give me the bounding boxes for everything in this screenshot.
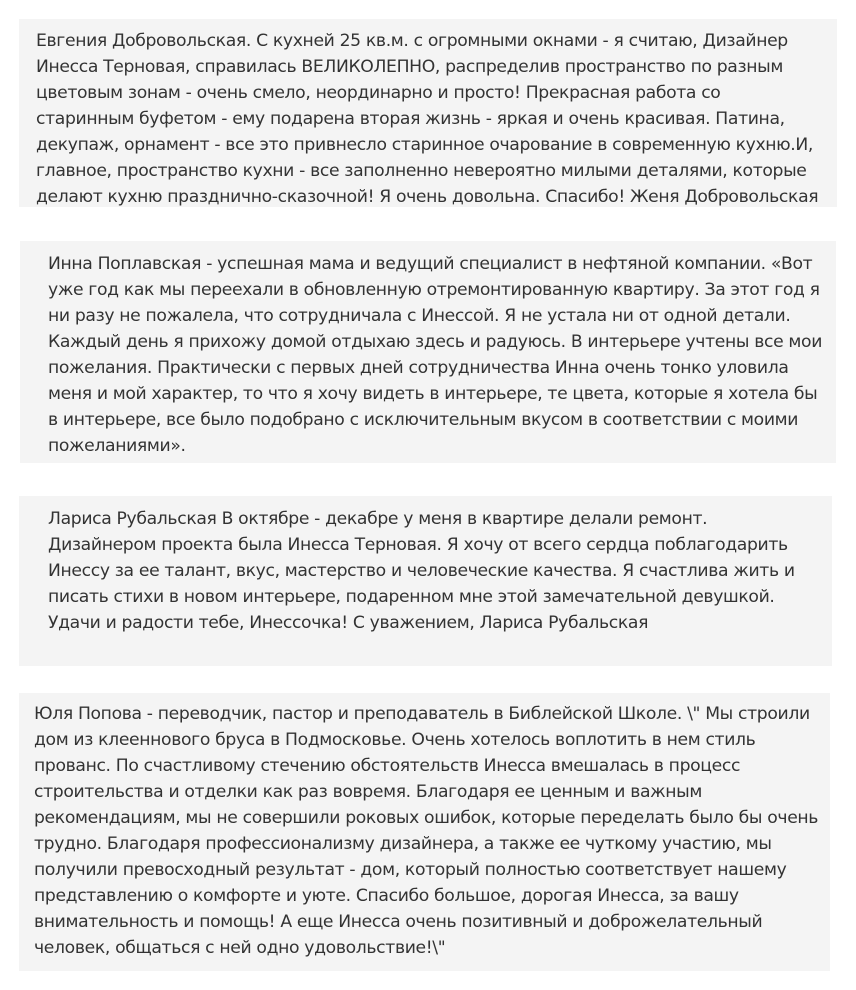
review-card xyxy=(20,241,836,463)
review-text: Инна Поплавская - успешная мама и ведущий специалист в нефтяной компании. «Вот уже год как мы переехали в обновленную отремонтированную квартиру. За этот год я ни разу не пожалела, что сотрудничала с Инессой. Я не устала ни от одной детали. Каждый день я прихожу домой отдыхаю здесь и радуюсь. В интерьере учтены все мои пожелания. Практически с первых дней сотрудничества Инна очень тонко уловила меня и мой характер, то что я хочу видеть в интерьере, те цвета, которые я хотела бы в интерьере, все было подобрано с исключительным вкусом в соответствии с моими пожеланиями». xyxy=(48,254,823,456)
review-text: Юля Попова - переводчик, пастор и преподаватель в Библейской Школе. \" Мы строили дом из клееннового бруса в Подмосковье. Очень хотелось воплотить в нем стиль прованс. По счастливому стечению обстоятельств Инесса вмешалась в процесс строительства и отделки как раз вовремя. Благодаря ее ценным и важным рекомендациям, мы не совершили роковых ошибок, которые переделать было бы очень трудно. Благодаря профессионализму дизайнера, а также ее чуткому участию, мы получили превосходный результат - дом, который полностью соответствует нашему представлению о комфорте и уюте. Спасибо большое, дорогая Инесса, за вашу внимательность и помощь! А еще Инесса очень позитивный и доброжелательный человек, общаться с ней одно удовольствие!\" xyxy=(34,704,819,958)
review-text: Евгения Добровольская. С кухней 25 кв.м. с огромными окнами - я считаю, Дизайнер Инесса Терновая, справилась ВЕЛИКОЛЕПНО, распределив пространство по разным цветовым зонам - очень смело, неординарно и просто! Прекрасная работа со старинным буфетом - ему подарена вторая жизнь - яркая и очень красивая. Патина, декупаж, орнамент - все это привнесло старинное очарование в современную кухню.И, главное, пространство кухни - все заполненно невероятно милыми деталями, которые делают кухню празднично-сказочной! Я очень довольна. Спасибо! Женя Добровольская xyxy=(36,31,819,207)
review-card xyxy=(19,693,830,971)
review-text: Лариса Рубальская В октябре - декабре у меня в квартире делали ремонт. Дизайнером проекта была Инесса Терновая. Я хочу от всего сердца поблагодарить Инессу за ее талант, вкус, мастерство и человеческие качества. Я счастлива жить и писать стихи в новом интерьере, подаренном мне этой замечательной девушкой. Удачи и радости тебе, Инессочка! С уважением, Лариса Рубальская xyxy=(48,509,795,633)
review-card xyxy=(19,19,837,207)
review-card xyxy=(19,496,832,666)
